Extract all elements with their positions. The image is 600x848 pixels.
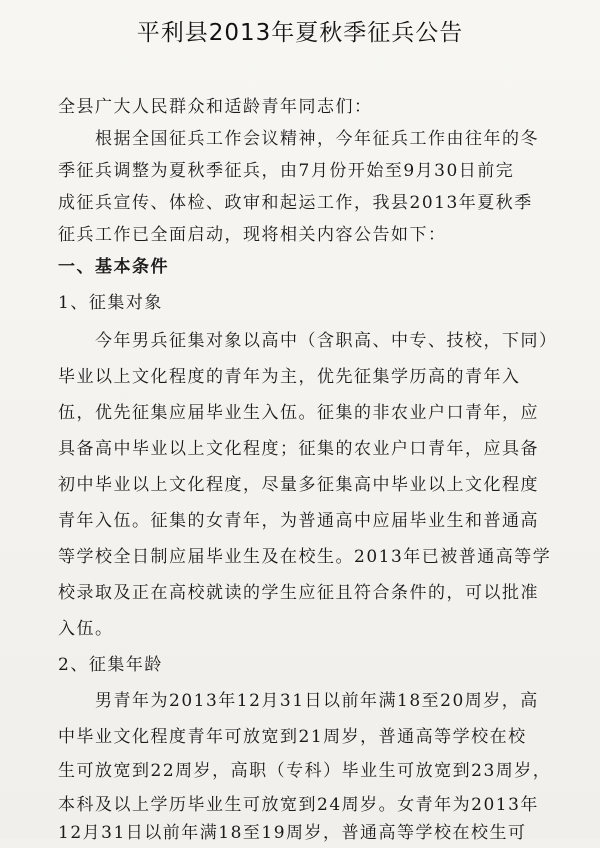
paragraph-line: 本科及以上学历毕业生可放宽到24周岁。女青年为2013年 [58,795,539,815]
paragraph-line: 男青年为2013年12月31日以前年满18至20周岁，高 [58,691,539,711]
paragraph-line: 等学校全日制应届毕业生及在校生。2013年已被普通高等学 [58,547,552,567]
paragraph-line: 12月31日以前年满18至19周岁，普通高等学校在校生可 [58,823,527,843]
paragraph-line: 具备高中毕业以上文化程度；征集的农业户口青年，应具备 [58,439,539,459]
paragraph-line: 初中毕业以上文化程度，尽量多征集高中毕业以上文化程度 [58,475,539,495]
paragraph-line: 校录取及正在高校就读的学生应征且符合条件的，可以批准 [58,583,539,603]
paragraph-line: 伍，优先征集应届毕业生入伍。征集的非农业户口青年，应 [58,403,539,423]
paragraph-line: 季征兵调整为夏秋季征兵，由7月份开始至9月30日前完 [58,161,515,181]
paragraph-line: 中毕业文化程度青年可放宽到21周岁，普通高等学校在校 [58,727,527,747]
paragraph-line: 根据全国征兵工作会议精神，今年征兵工作由往年的冬 [58,129,539,149]
salutation: 全县广大人民群众和适龄青年同志们： [58,97,373,117]
paragraph-line: 青年入伍。征集的女青年，为普通高中应届毕业生和普通高 [58,511,539,531]
paragraph-line: 入伍。 [58,619,114,639]
paragraph-line: 征兵工作已全面启动，现将相关内容公告如下： [58,225,447,245]
subsection-heading: 2、征集年龄 [58,655,163,675]
paragraph-line: 毕业以上文化程度的青年为主，优先征集学历高的青年入 [58,367,521,387]
paragraph-line: 今年男兵征集对象以高中（含职高、中专、技校，下同） [58,331,558,351]
paragraph-line: 成征兵宣传、体检、政审和起运工作，我县2013年夏秋季 [58,193,533,213]
paragraph-line: 生可放宽到22周岁，高职（专科）毕业生可放宽到23周岁， [58,761,552,781]
section-heading: 一、基本条件 [58,257,169,277]
subsection-heading: 1、征集对象 [58,293,163,313]
page-title: 平利县2013年夏秋季征兵公告 [136,20,464,46]
